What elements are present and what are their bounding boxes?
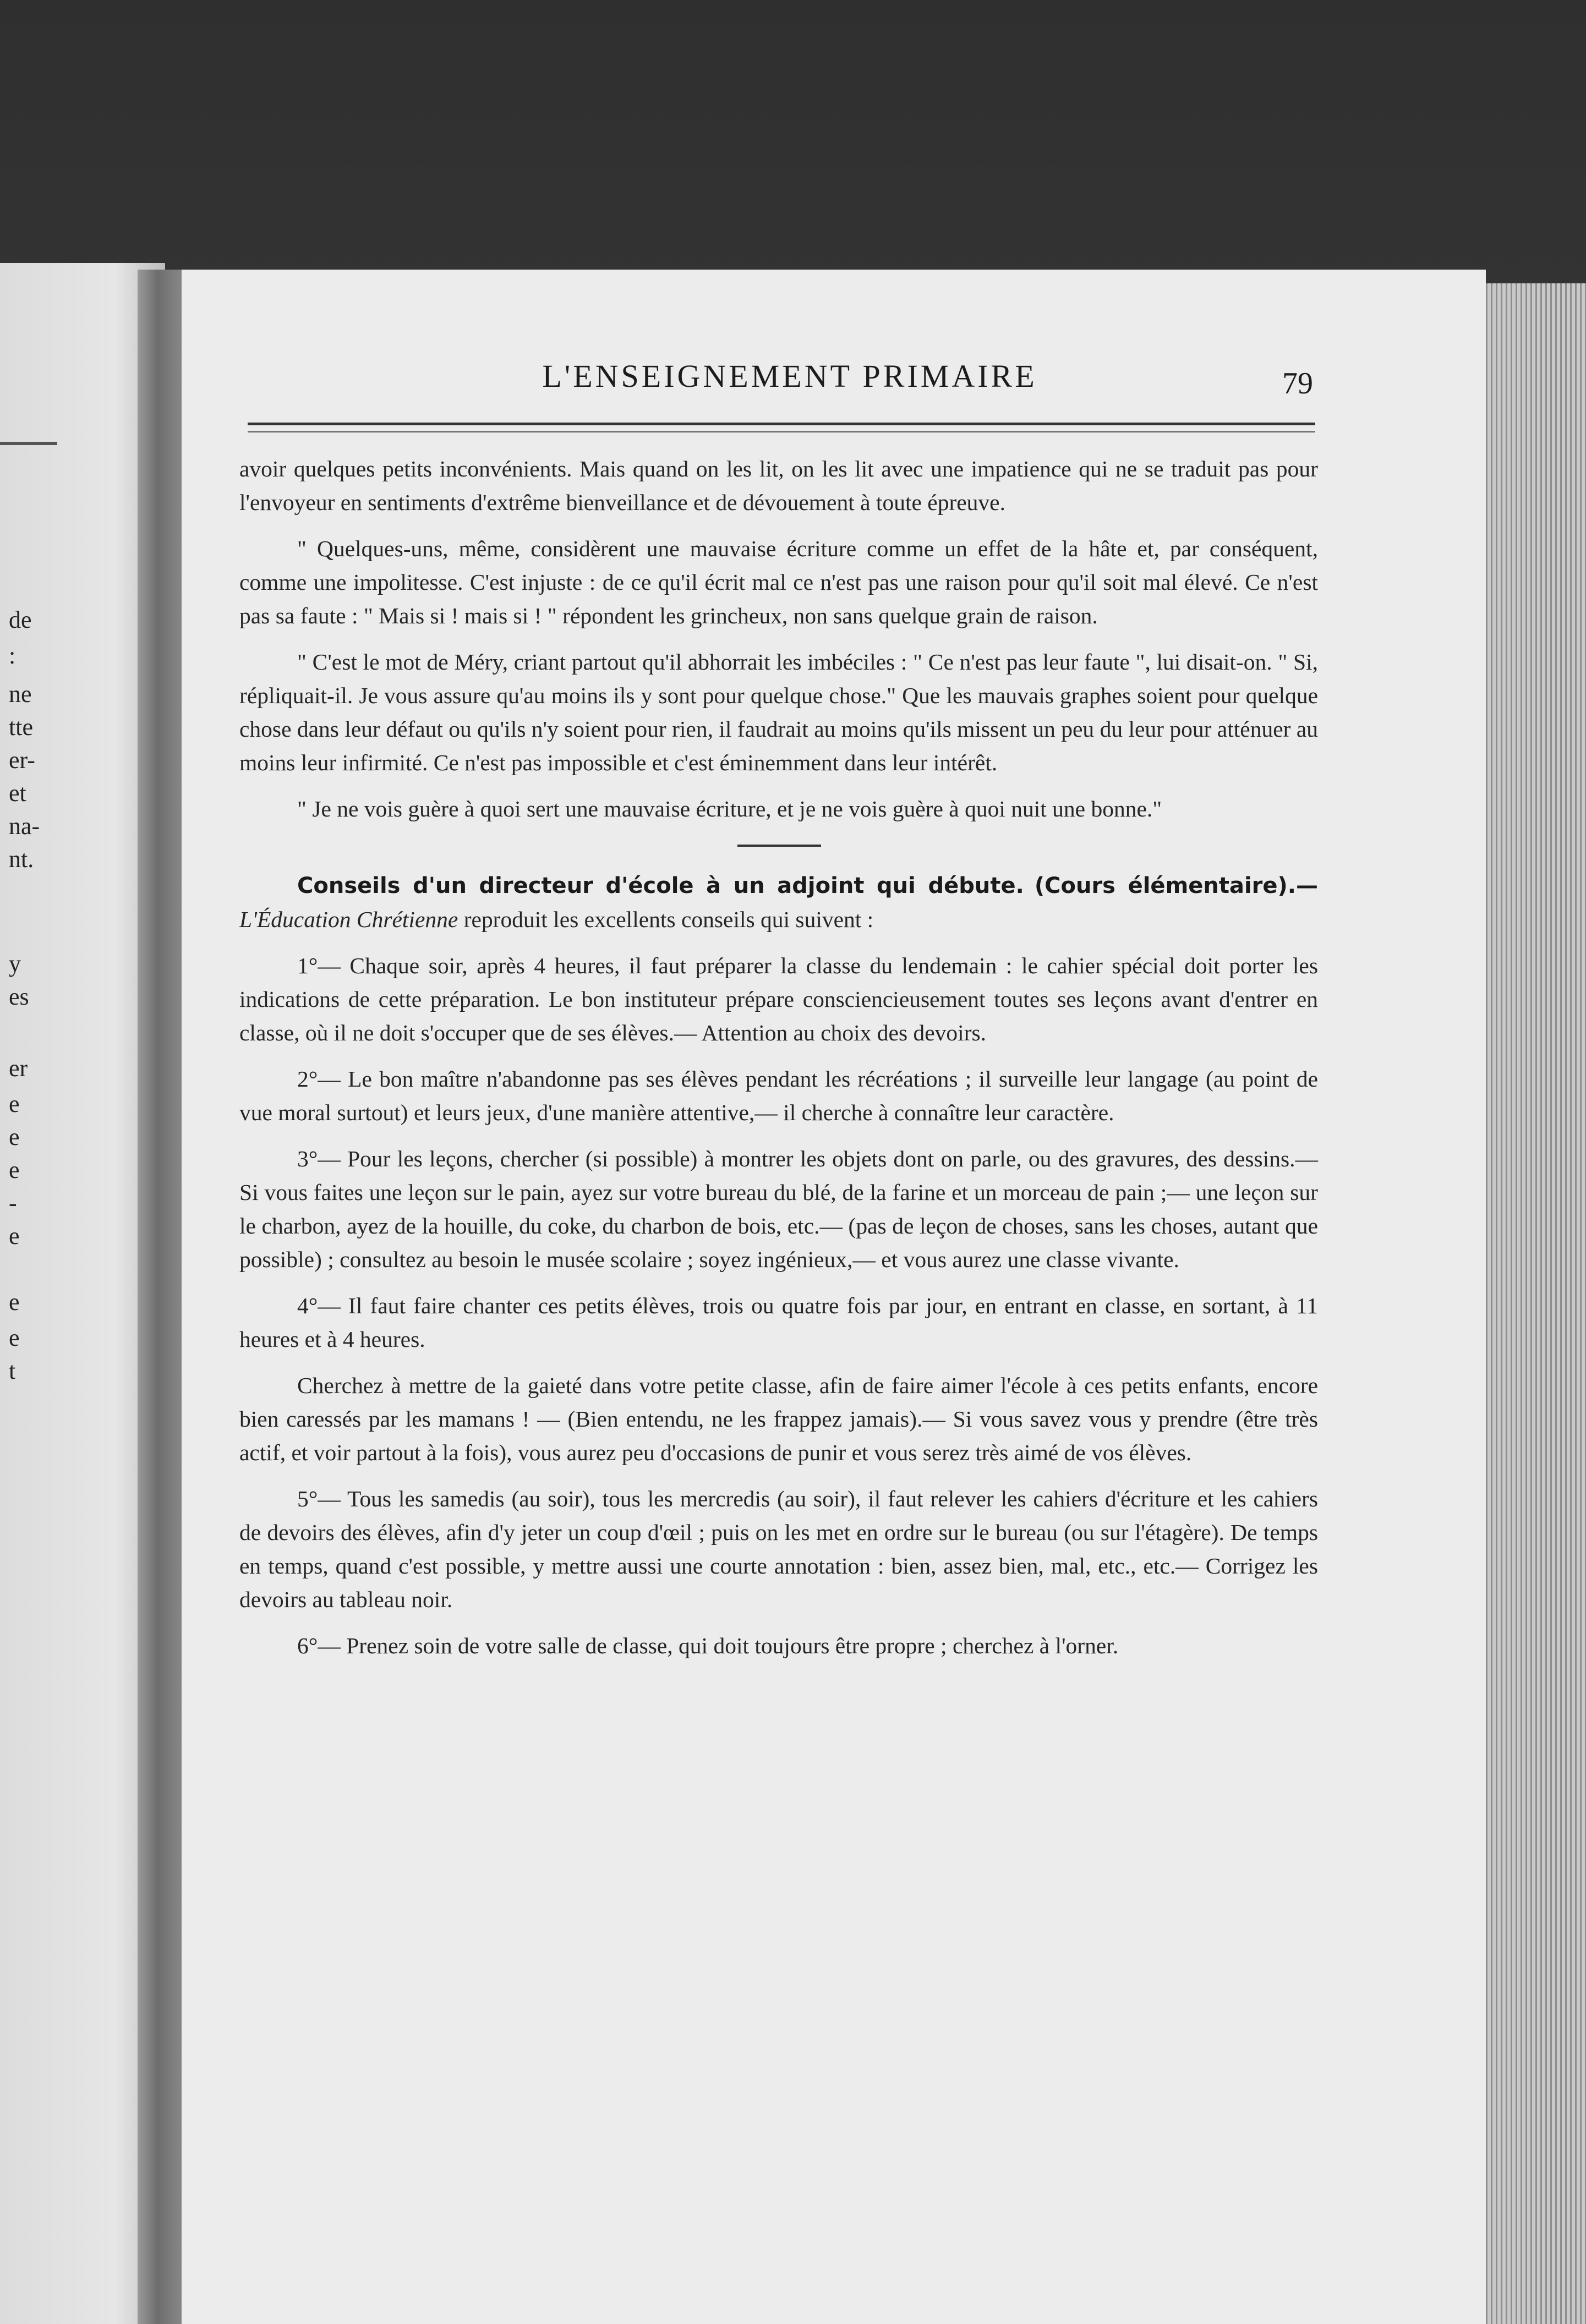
left-fragment: ne [9,681,32,708]
advice-item: 2°— Le bon maître n'abandonne pas ses élèves pendant les récréations ; il surveille leur langage (au point de vue moral surtout) et leurs jeux, d'une manière attentive,— il cherche à connaître leur caractère. [239,1066,1318,1125]
left-fragment: - [9,1190,17,1216]
left-fragment: e [9,1289,20,1316]
left-fragment: et [9,780,26,807]
left-fragment: es [9,983,29,1010]
left-fragment: : [9,642,16,669]
left-fragment: e [9,1156,20,1183]
advice-item: 6°— Prenez soin de votre salle de classe, qui doit toujours être propre ; cherchez à l'orner. [297,1633,1119,1658]
paragraph: " Je ne vois guère à quoi sert une mauvaise écriture, et je ne vois guère à quoi nuit une bonne." [297,796,1162,821]
left-fragment: e [9,1090,20,1117]
section-heading: Conseils d'un directeur d'école à un adjoint qui débute. [297,873,1024,898]
header-rule-thin [248,431,1315,432]
advice-item: 5°— Tous les samedis (au soir), tous les mercredis (au soir), il faut relever les cahiers d'écriture et les cahiers de devoirs des élèves, afin d'y jeter un coup d'œil ; puis on les met en ordre sur le bureau (ou sur l'étagère). De temps en temps, quand c'est possible, y mettre aussi une courte annotation : bien, assez bien, mal, etc., etc.— Corrigez les devoirs au tableau noir. [239,1486,1318,1612]
advice-item: 3°— Pour les leçons, chercher (si possible) à montrer les objets dont on parle, ou des gravures, des dessins.— Si vous faites une leçon sur le pain, ayez sur votre bureau du blé, de la farine et un morceau de pain ;— une leçon sur le charbon, ayez de la houille, du coke, du charbon de bois, etc.— (pas de leçon de choses, sans les choses, autant que possible) ; consultez au besoin le musée scolaire ; soyez ingénieux,— et vous aurez une classe vivante. [239,1146,1318,1272]
left-fragment: e [9,1123,20,1150]
intro-text: reproduit les excellents conseils qui suivent : [463,907,874,932]
paragraph: avoir quelques petits inconvénients. Mais quand on les lit, on les lit avec une impatience qui ne se traduit pas pour l'envoyeur en sentiments d'extrême bienveillance et de dévouement à toute épreuve. [239,456,1318,515]
left-fragment: e [9,1223,20,1249]
page-number: 79 [1282,366,1313,401]
left-fragment: t [9,1357,16,1384]
body-text [239,452,1318,1675]
advice-item: Cherchez à mettre de la gaieté dans votre petite classe, afin de faire aimer l'école à ces petits enfants, encore bien caressés par les mamans ! — (Bien entendu, ne les frappez jamais).— Si vous savez vous y prendre (être très actif, et voir partout à la fois), vous aurez peu d'occasions de punir et vous serez très aimé de vos élèves. [239,1373,1318,1465]
paragraph: " Quelques-uns, même, considèrent une mauvaise écriture comme un effet de la hâte et, par conséquent, comme une impolitesse. C'est injuste : de ce qu'il écrit mal ce n'est pas une raison pour qu'il soit mal élevé. Ce n'est pas sa faute : " Mais si ! mais si ! " répondent les grincheux, non sans quelque grain de raison. [239,536,1318,628]
header-rule [248,423,1315,425]
running-header: L'ENSEIGNEMENT PRIMAIRE [542,358,1037,394]
advice-item: 4°— Il faut faire chanter ces petits élèves, trois ou quatre fois par jour, en entrant en classe, en sortant, à 11 heures et à 4 heures. [239,1293,1318,1352]
left-fragment: de [9,606,32,633]
left-fragment: na- [9,813,40,840]
previous-page-rule [0,442,57,445]
advice-item: 1°— Chaque soir, après 4 heures, il faut préparer la classe du lendemain : le cahier spécial doit porter les indications de cette préparation. Le bon instituteur prépare consciencieusement toutes ses leçons avant d'entrer en classe, où il ne doit s'occuper que de ses élèves.— Attention au choix des devoirs. [239,953,1318,1045]
left-fragment: e [9,1324,20,1351]
section-separator [737,845,821,847]
paragraph: " C'est le mot de Méry, criant partout qu'il abhorrait les imbéciles : " Ce n'est pas leur faute ", lui disait-on. " Si, répliquait-il. Je vous assure qu'au moins ils y sont pour quelque chose." Que les mauvais graphes soient pour quelque chose dans leur défaut ou qu'ils n'y soient pour rien, il faudrait au moins qu'ils missent un peu du leur pour atténuer au moins leur infirmité. Ce n'est pas impossible et c'est éminemment dans leur intérêt. [239,649,1318,775]
left-fragment: nt. [9,846,34,873]
left-fragment: y [9,950,21,977]
source-title: L'Éducation Chrétienne [239,907,458,932]
left-fragment: er [9,1055,28,1082]
section-level: (Cours élémentaire).— [1034,873,1319,898]
page-edges [1478,283,1586,2324]
left-fragment: er- [9,747,35,774]
book-gutter [138,270,187,2324]
left-fragment: tte [9,714,33,741]
section-intro [239,869,1318,936]
